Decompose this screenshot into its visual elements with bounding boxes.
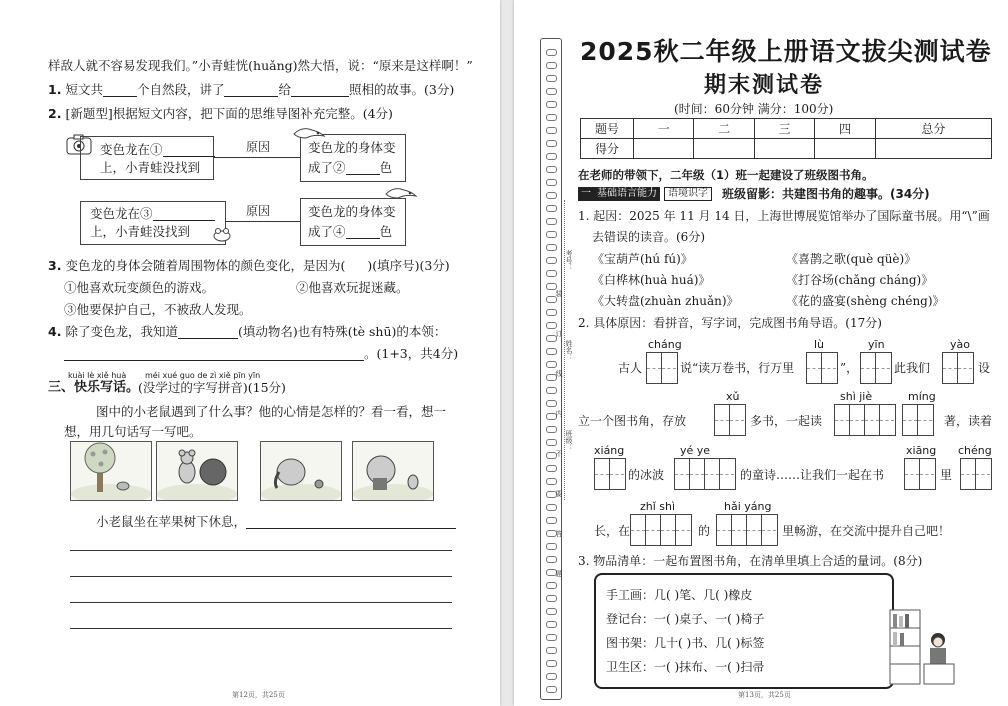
tianzige-box[interactable] — [902, 404, 934, 436]
page-footer-left: 第12页，共25页 — [232, 691, 285, 699]
score-table-header: 二 — [694, 119, 754, 139]
binding-hole — [546, 127, 557, 134]
item-list-row[interactable]: 手工画：几( )笔、几( )橡皮 — [606, 588, 753, 602]
mind-box-3-line-2: 上，小青蛙没找到 — [90, 224, 191, 239]
mind-box-4-line-1: 变色龙的身体变 — [308, 204, 396, 219]
mind-box-1-text-a: 变色龙在① — [100, 142, 163, 157]
writing-line-3[interactable] — [70, 576, 452, 577]
score-cell[interactable] — [815, 139, 875, 159]
score-table-header-row — [581, 119, 992, 139]
r-q2-text: ”， — [840, 361, 859, 375]
mouse-apple-illustration — [157, 442, 237, 500]
section-1-tag-context: 语境识字 — [664, 187, 712, 201]
binding-mark: 不 — [555, 450, 563, 457]
writing-line-4[interactable] — [70, 602, 452, 603]
r-q1-line-1: 1. 起因：2025 年 11 月 14 日，上海世博展览馆举办了国际童书展。用“\”画 — [578, 209, 990, 223]
binding-hole — [546, 465, 557, 472]
binding-mark: 答 — [555, 530, 563, 537]
q1-blank-3[interactable] — [291, 84, 349, 97]
mind-box-1-line-2: 上，小青蛙没找到 — [100, 160, 201, 175]
binding-hole — [546, 426, 557, 433]
binding-mark: 题 — [555, 570, 563, 577]
score-table — [580, 118, 992, 159]
r-q1-book-title[interactable]: 《喜鹊之歌(què qüè)》 — [786, 252, 917, 266]
q3-text: 变色龙的身体会随着周围物体的颜色变化，是因为( — [65, 258, 346, 273]
s3-title: 三、快乐写话。 — [48, 380, 140, 395]
pinyin-cheng: chéng — [958, 444, 992, 457]
r-q2-text: 古人 — [618, 361, 643, 375]
r-q1-book-title[interactable]: 《宝葫芦(hú fú)》 — [592, 252, 693, 266]
pinyin-xiang-2: xiāng — [906, 444, 937, 457]
q1-blank-2[interactable] — [224, 84, 278, 97]
tianzige-box[interactable] — [834, 404, 896, 436]
r-q1-book-title[interactable]: 《打谷场(chǎng cháng)》 — [786, 273, 934, 287]
score-table-header: 三 — [754, 119, 814, 139]
pinyin-ming: míng — [908, 390, 936, 403]
binding-hole — [546, 270, 557, 277]
section-intro: 在老师的带领下，二年级（1）班一起建设了班级图书角。 — [578, 168, 874, 182]
binding-mark: 线 — [555, 370, 563, 377]
binding-hole — [546, 140, 557, 147]
s3-prompt-line-2: 想，用几句话写一写吧。 — [64, 424, 202, 439]
binding-hole — [546, 231, 557, 238]
mind-blank-4[interactable] — [346, 226, 380, 239]
r-q2-text: 多书，一起读 — [750, 414, 823, 428]
score-cell[interactable] — [754, 139, 814, 159]
mind-reason-2: 原因 — [246, 204, 271, 218]
pinyin-xu: xǔ — [726, 390, 740, 403]
pinyin-zhishi: zhǐ shì — [640, 500, 676, 513]
exam-title: 2025秋二年级上册语文拔尖测试卷 — [580, 37, 992, 66]
mind-connector-1 — [214, 157, 300, 158]
q4-text-2: (填动物名)也有特殊(tè shū)的本领： — [237, 324, 447, 339]
score-table-header: 总分 — [875, 119, 991, 139]
tianzige-box[interactable] — [716, 514, 778, 546]
binding-hole — [546, 114, 557, 121]
binding-hole — [546, 556, 557, 563]
s3-starter-line — [96, 514, 456, 529]
binding-hole — [546, 49, 557, 56]
mind-box-4-text-c: 色 — [379, 224, 393, 239]
r-q2-text: 的冰波 — [628, 468, 665, 482]
score-table-score-row — [581, 139, 992, 159]
mind-connector-2 — [226, 221, 300, 222]
q4-blank-animal[interactable] — [178, 326, 238, 339]
pinyin-yao: yào — [950, 338, 970, 351]
q4-text: 除了变色龙，我知道 — [65, 324, 178, 339]
s3-title-pinyin: kuài lè xiě huà — [68, 371, 127, 380]
q4-end-text: 。(1+3，共4分) — [364, 346, 459, 361]
comic-panel-3 — [260, 441, 342, 501]
binding-label-name: 姓名： — [565, 340, 573, 361]
binding-hole — [546, 400, 557, 407]
binding-hole — [546, 348, 557, 355]
binding-hole — [546, 322, 557, 329]
score-table-header: 四 — [815, 119, 875, 139]
binding-hole — [546, 517, 557, 524]
binding-hole — [546, 283, 557, 290]
binding-hole — [546, 686, 557, 693]
exam-time-info: (时间：60分钟 满分：100分) — [674, 102, 834, 116]
mind-blank-2[interactable] — [346, 162, 380, 175]
score-table-row-label: 得分 — [581, 139, 634, 159]
pinyin-yeye: yé ye — [680, 444, 711, 457]
pinyin-shijie: shì jiè — [840, 390, 873, 403]
r-q2-text: 里 — [940, 468, 953, 482]
q2-tag: [新题型] — [65, 106, 113, 121]
frog-icon — [212, 226, 232, 242]
r-q2-text: 立一个图书角，存放 — [578, 414, 687, 428]
question-1 — [48, 82, 454, 97]
chameleon-icon — [292, 124, 326, 140]
binding-hole — [546, 621, 557, 628]
binding-hole — [546, 387, 557, 394]
elephant-mouse-illustration — [353, 442, 433, 500]
pinyin-haiyang: hǎi yáng — [724, 500, 772, 513]
score-cell[interactable] — [694, 139, 754, 159]
binding-hole — [546, 647, 557, 654]
comic-panel-4 — [352, 441, 434, 501]
binding-mark: 订 — [555, 330, 563, 337]
mind-box-4-text-b: 成了④ — [308, 224, 346, 239]
item-list-row[interactable]: 图书架：几十( )书、几( )标签 — [606, 636, 765, 650]
r-q2-instruction: 2. 具体原因：看拼音，写字词，完成图书角导语。(17分) — [578, 316, 882, 330]
r-q2-text: 长，在 — [594, 524, 631, 538]
binding-hole — [546, 582, 557, 589]
binding-hole — [546, 62, 557, 69]
q1-text-a: 短文共 — [65, 82, 103, 97]
tianzige-box[interactable] — [942, 352, 974, 384]
binding-hole — [546, 361, 557, 368]
r-q2-text: 的 — [698, 524, 711, 538]
right-page — [514, 0, 1008, 706]
q1-blank-1[interactable] — [103, 84, 137, 97]
mind-blank-3[interactable] — [153, 208, 215, 221]
binding-hole — [546, 75, 557, 82]
q1-number: 1. — [48, 82, 62, 97]
r-q1-line-2: 去错误的读音。(6分) — [592, 230, 705, 244]
r-q2-text: 此我们 — [894, 361, 931, 375]
binding-label-exam-number: 考号： — [565, 250, 573, 271]
tianzige-box[interactable] — [806, 352, 838, 384]
score-cell[interactable] — [875, 139, 991, 159]
binding-mark: 要 — [555, 490, 563, 497]
q4-answer-line — [64, 346, 458, 361]
s3-prompt-line-1: 图中的小老鼠遇到了什么事？他的心情是怎样的？看一看，想一 — [96, 404, 447, 419]
tianzige-box[interactable] — [904, 458, 936, 490]
bookshelf-girl-illustration — [888, 606, 958, 688]
pinyin-lu: lù — [814, 338, 825, 351]
q3-option-1: ①他喜欢玩变颜色的游戏。 — [64, 280, 215, 295]
question-2 — [48, 106, 393, 121]
binding-hole — [546, 595, 557, 602]
binding-hole — [546, 673, 557, 680]
binding-hole — [546, 634, 557, 641]
r-q2-text: 的童诗……让我们一起在书 — [740, 468, 885, 482]
q1-text-d: 照相的故事。(3分) — [348, 82, 455, 97]
exam-subtitle: 期末测试卷 — [704, 73, 825, 98]
mind-box-2-text-c: 色 — [379, 160, 393, 175]
q1-text-b: 个自然段，讲了 — [136, 82, 225, 97]
mind-box-1-line-1 — [100, 142, 215, 157]
mind-box-2-text-b: 成了② — [308, 160, 346, 175]
mind-box-4-line-2 — [308, 224, 392, 239]
binding-hole — [546, 608, 557, 615]
pinyin-xiang: xiáng — [594, 444, 625, 457]
s3-starter-text: 小老鼠坐在苹果树下休息， — [96, 514, 247, 529]
binding-hole — [546, 166, 557, 173]
r-q2-text: 著，读着 — [944, 414, 993, 428]
q3-option-3: ③他要保护自己，不被敌人发现。 — [64, 302, 252, 317]
left-page — [0, 0, 500, 706]
mind-reason-1: 原因 — [246, 140, 271, 154]
writing-line-5[interactable] — [70, 628, 452, 629]
s3-writing-blank-1[interactable] — [246, 516, 456, 529]
intro-line: 样敌人就不容易发现我们。”小青蛙恍(huǎng)然大悟，说：“原来是这样啊！” — [48, 58, 473, 73]
comic-panel-1 — [70, 441, 152, 501]
r-q2-text: 说“读万卷书，行万里 — [680, 361, 795, 375]
binding-hole — [546, 88, 557, 95]
score-table-header: 一 — [634, 119, 694, 139]
question-3 — [48, 258, 450, 273]
tianzige-box[interactable] — [674, 458, 736, 490]
binding-hole — [546, 218, 557, 225]
binding-label-class: 班级： — [565, 430, 573, 451]
apple-tree-illustration — [71, 442, 151, 500]
section-1-tag-ability: 基础语言能力 — [594, 187, 660, 201]
q4-number: 4. — [48, 324, 62, 339]
item-list-row[interactable]: 登记台：一( )桌子、一( )椅子 — [606, 612, 765, 626]
binding-hole — [546, 153, 557, 160]
tianzige-box[interactable] — [960, 458, 992, 490]
r-q1-book-title[interactable]: 《大转盘(zhuàn zhuǎn)》 — [592, 294, 739, 308]
pinyin-cang: cháng — [648, 338, 682, 351]
q1-text-c: 给 — [278, 82, 291, 97]
binding-hole — [546, 101, 557, 108]
mind-box-3-text-a: 变色龙在③ — [90, 206, 153, 221]
binding-mark: 装 — [555, 290, 563, 297]
score-cell[interactable] — [634, 139, 694, 159]
q4-blank-ability[interactable] — [64, 348, 364, 361]
writing-line-2[interactable] — [70, 550, 452, 551]
pinyin-yin: yīn — [868, 338, 885, 351]
chameleon-icon — [384, 184, 418, 200]
binding-hole — [546, 543, 557, 550]
tianzige-box[interactable] — [860, 352, 892, 384]
mind-blank-1[interactable] — [163, 144, 215, 157]
binding-hole — [546, 478, 557, 485]
mind-box-3-line-1 — [90, 206, 215, 221]
r-q2-text: 里畅游，在交流中提升自己吧！ — [782, 524, 951, 538]
mind-box-2-line-1: 变色龙的身体变 — [308, 140, 396, 155]
page-footer-right: 第13页，共25页 — [738, 691, 791, 699]
tianzige-box[interactable] — [646, 352, 678, 384]
binding-hole — [546, 309, 557, 316]
s3-subtitle: (没学过的字写拼音)(15分) — [138, 380, 286, 395]
binding-hole — [546, 660, 557, 667]
elephant-illustration — [261, 442, 341, 500]
binding-hole — [546, 179, 557, 186]
tianzige-box[interactable] — [630, 514, 692, 546]
q3-option-2: ②他喜欢玩捉迷藏。 — [296, 280, 409, 295]
item-list-row[interactable]: 卫生区：一( )抹布、一( )扫帚 — [606, 660, 765, 674]
q3-text-2: )(填序号)(3分) — [367, 258, 450, 273]
section-1-title: 班级留影：共建图书角的趣事。(34分) — [722, 187, 930, 201]
section-1-number: 一 — [578, 187, 594, 201]
r-q3-instruction: 3. 物品清单：一起布置图书角，在清单里填上合适的量词。(8分) — [578, 554, 923, 568]
binding-strip — [540, 38, 562, 700]
binding-hole — [546, 257, 557, 264]
binding-mark: 内 — [555, 410, 563, 417]
binding-hole — [546, 439, 557, 446]
tianzige-box[interactable] — [594, 458, 626, 490]
r-q1-book-title[interactable]: 《花的盛宴(shèng chéng)》 — [786, 294, 945, 308]
s3-subtitle-pinyin: méi xué guo de zì xiě pīn yīn — [145, 371, 261, 380]
comic-panel-2 — [156, 441, 238, 501]
r-q1-book-title[interactable]: 《白桦林(huà huá)》 — [592, 273, 711, 287]
tianzige-box[interactable] — [714, 404, 746, 436]
binding-hole — [546, 504, 557, 511]
binding-hole — [546, 205, 557, 212]
question-4 — [48, 324, 446, 339]
r-q2-text: 设 — [978, 361, 991, 375]
q2-text: 根据短文内容，把下面的思维导图补充完整。(4分) — [112, 106, 393, 121]
mind-box-2-line-2 — [308, 160, 392, 175]
binding-hole — [546, 296, 557, 303]
binding-hole — [546, 192, 557, 199]
q2-number: 2. — [48, 106, 62, 121]
q3-number: 3. — [48, 258, 62, 273]
binding-hole — [546, 244, 557, 251]
score-table-header: 题号 — [581, 119, 634, 139]
